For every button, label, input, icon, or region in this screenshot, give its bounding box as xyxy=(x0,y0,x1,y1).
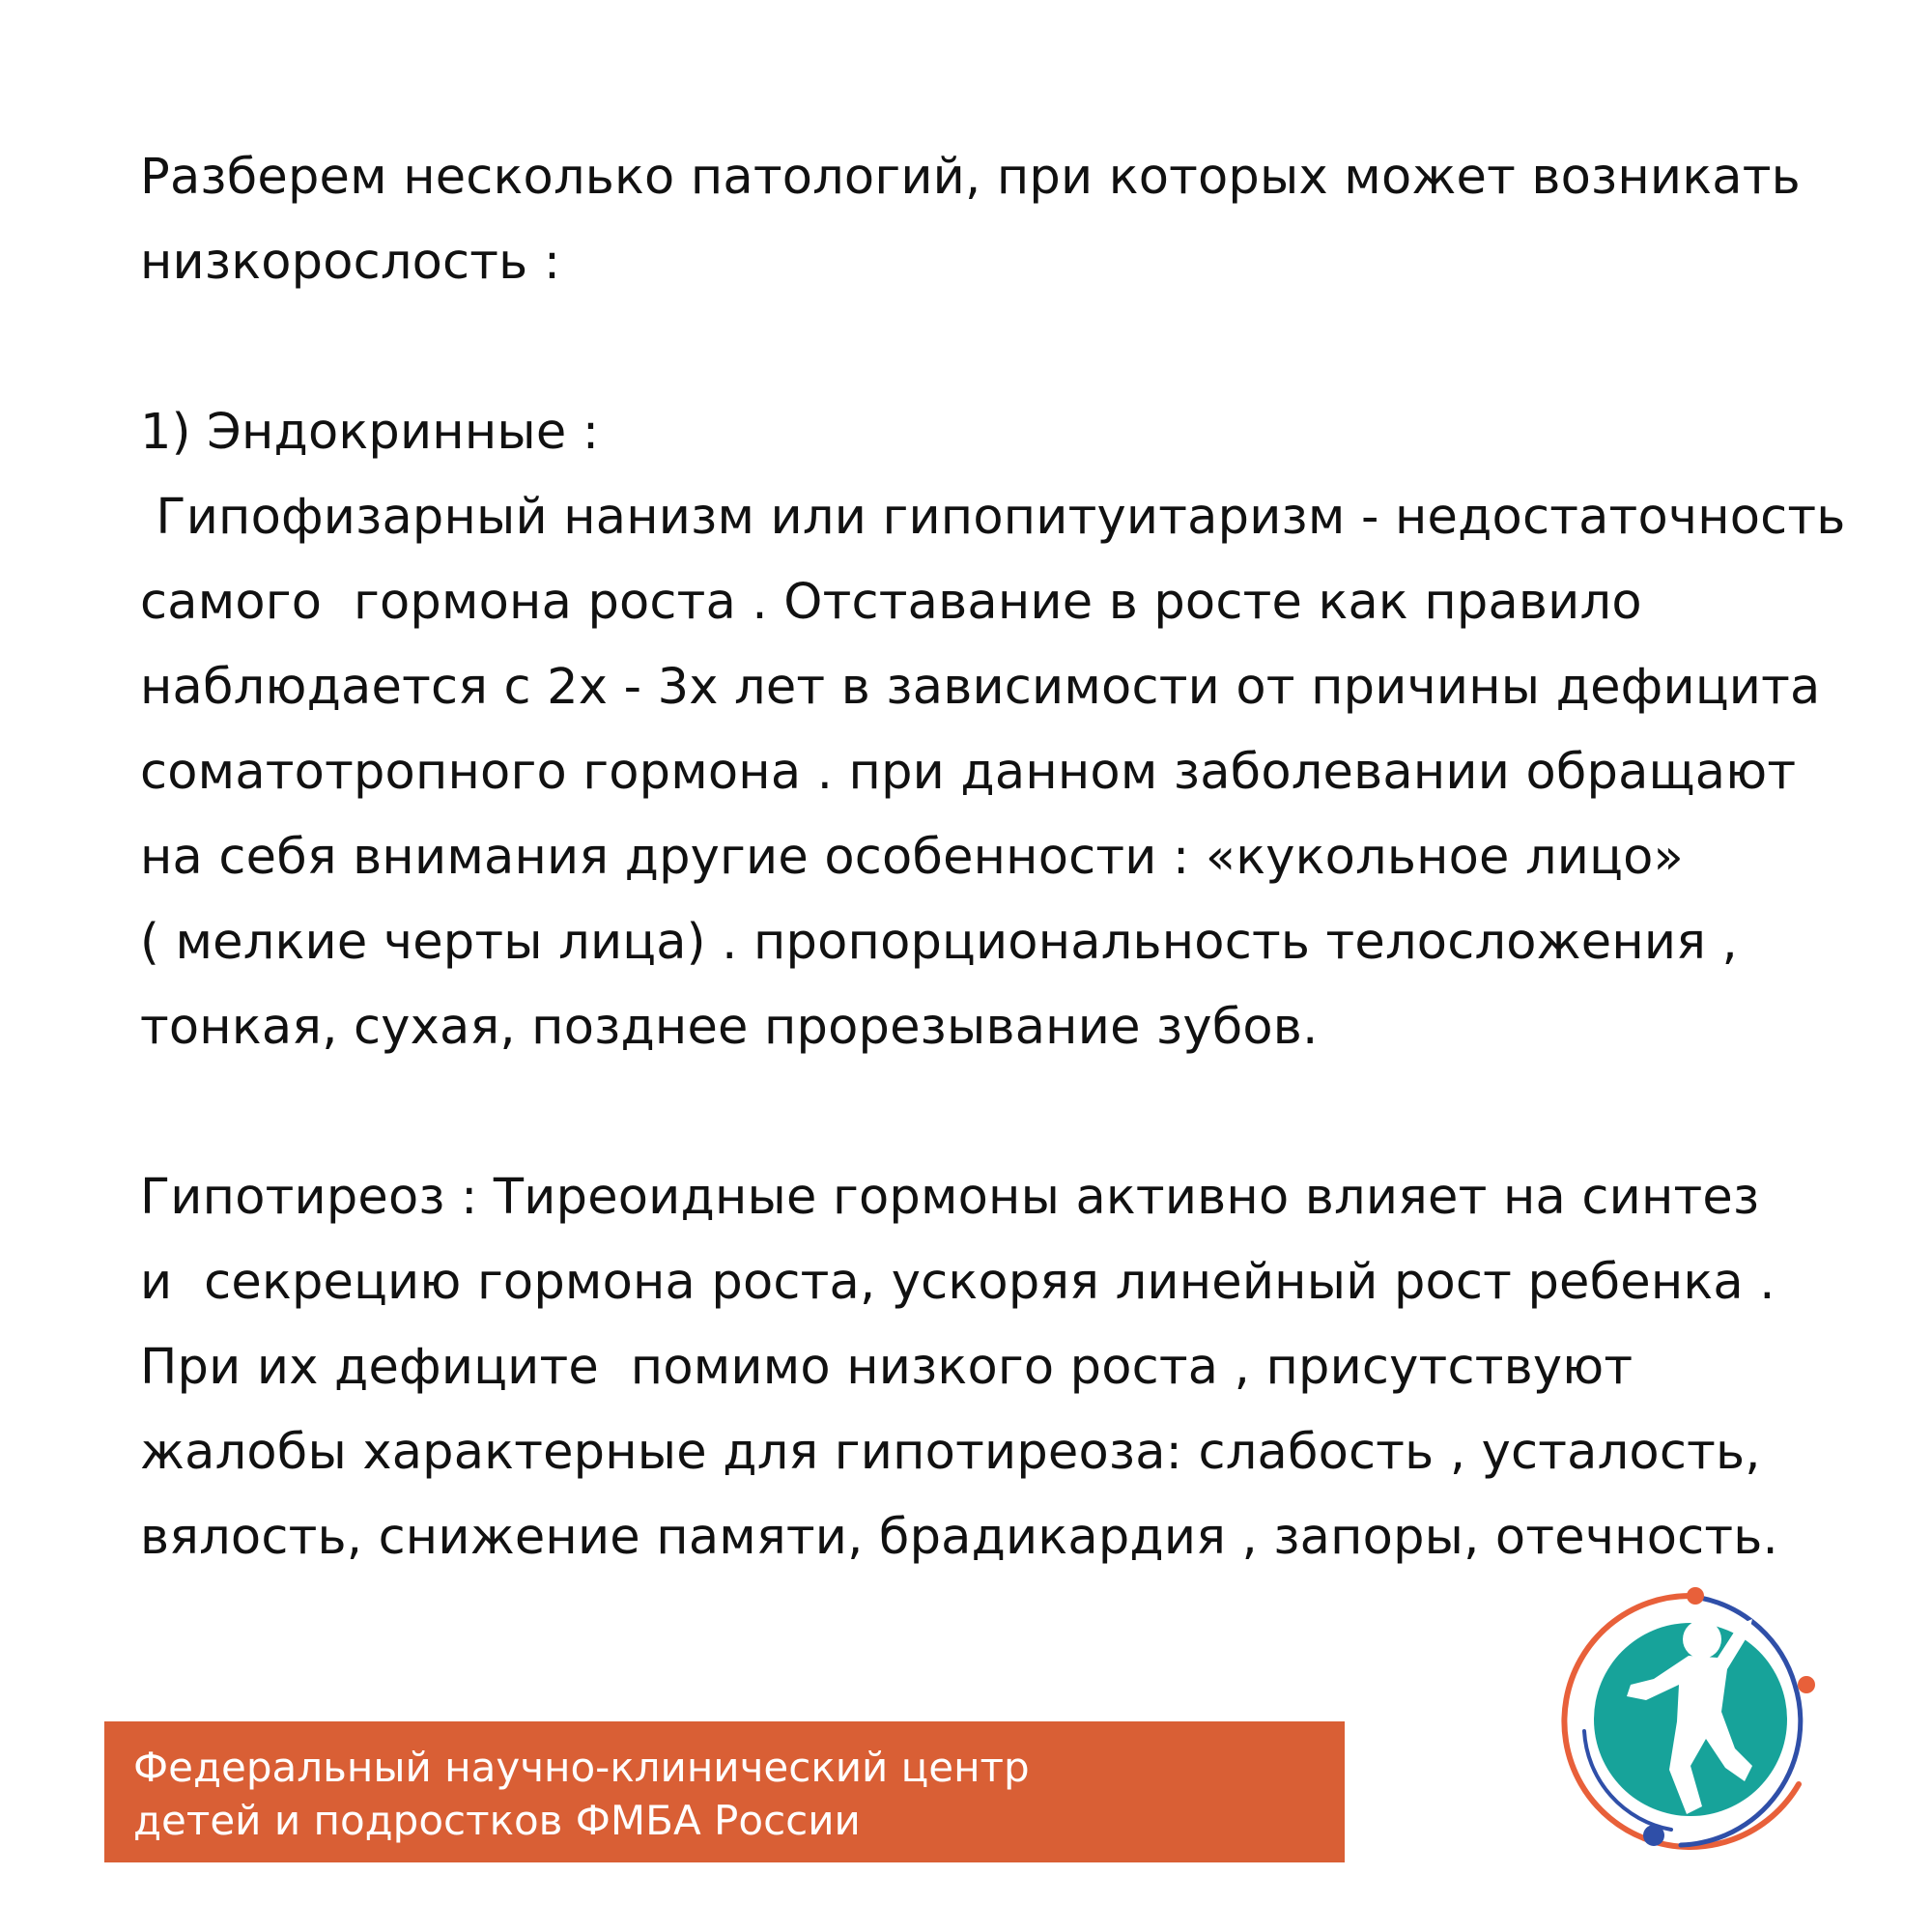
spacer xyxy=(140,305,1918,390)
hypothyroid-line-2: и секрецию гормона роста, ускоряя линейный рост ребенка . xyxy=(140,1254,1776,1311)
pituitary-line-7: тонкая, сухая, позднее прорезывание зубов. xyxy=(140,999,1319,1056)
pituitary-line-2: самого гормона роста . Отставание в росте как правило xyxy=(140,574,1642,631)
pituitary-line-5: на себя внимания другие особенности : «кукольное лицо» xyxy=(140,829,1684,886)
banner-line-1: Федеральный научно-клинический центр xyxy=(133,1744,1030,1791)
pituitary-line-3: наблюдается с 2х - 3х лет в зависимости от причины дефицита xyxy=(140,659,1821,716)
banner-line-2: детей и подростков ФМБА России xyxy=(133,1797,861,1844)
spacer xyxy=(140,1070,1918,1155)
jumping-child-logo-icon xyxy=(1546,1577,1835,1866)
hypothyroid-line-3: При их дефиците помимо низкого роста , присутствуют xyxy=(140,1339,1634,1396)
section-heading: 1) Эндокринные : xyxy=(140,404,600,461)
hypothyroid-line-5: вялость, снижение памяти, брадикардия , запоры, отечность. xyxy=(140,1509,1778,1566)
hypothyroid-line-4: жалобы характерные для гипотиреоза: слабость , усталость, xyxy=(140,1424,1761,1481)
intro-line-1: Разберем несколько патологий, при которых может возникать xyxy=(140,149,1801,206)
pituitary-line-1: Гипофизарный нанизм или гипопитуитаризм - недостаточность xyxy=(140,489,1846,546)
logo-graphic xyxy=(1546,1577,1835,1866)
organization-banner xyxy=(104,1721,1345,1862)
intro-line-2: низкорослость : xyxy=(140,234,561,291)
pituitary-line-4: соматотропного гормона . при данном заболевании обращают xyxy=(140,744,1797,801)
article-body xyxy=(140,135,1918,1580)
hypothyroid-line-1: Гипотиреоз : Тиреоидные гормоны активно влияет на синтез xyxy=(140,1169,1760,1226)
pituitary-line-6: ( мелкие черты лица) . пропорциональность телосложения , xyxy=(140,914,1738,971)
